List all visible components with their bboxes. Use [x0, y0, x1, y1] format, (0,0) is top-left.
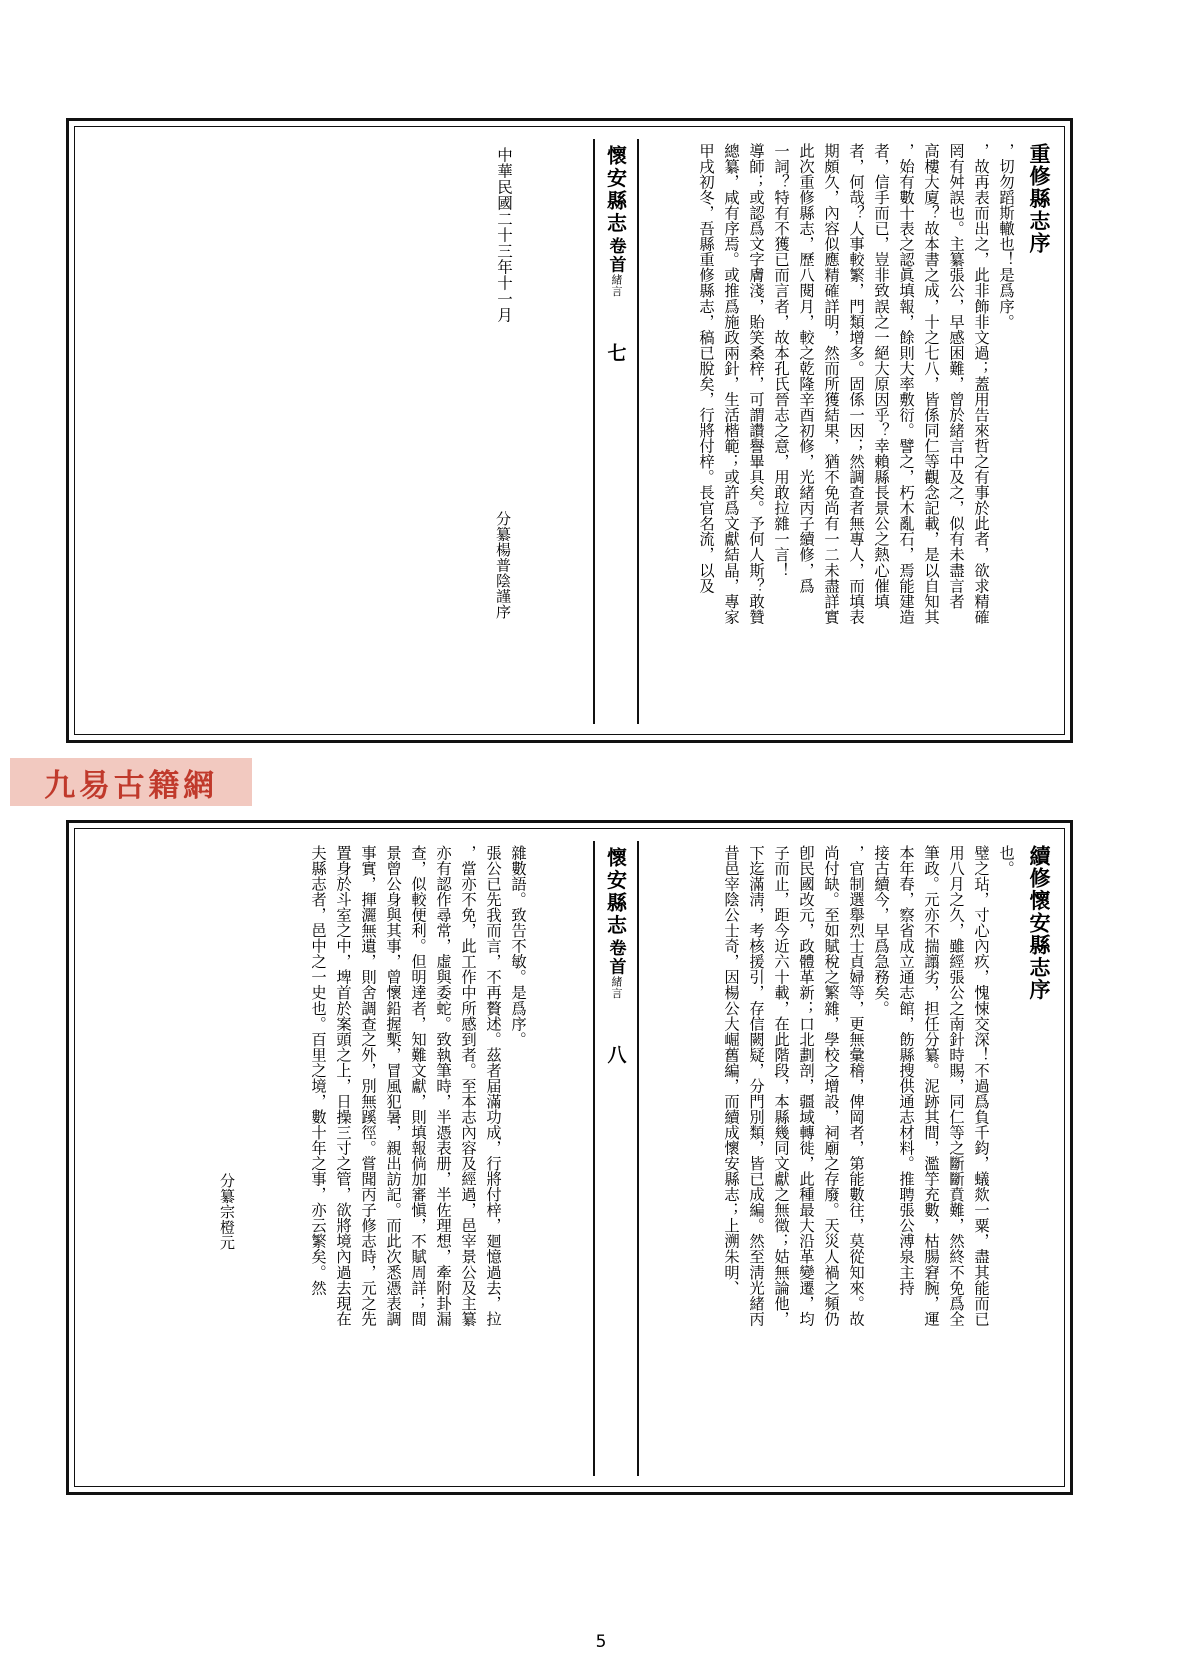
preface-date-top: 中華民國二十三年十一月 [495, 147, 513, 323]
page-title-bottom: 續修懷安縣志序 [1027, 845, 1052, 1001]
text-column: ，當亦不免，此工作中所感到者。至本志內容及經過，邑宰景公及主纂 [459, 845, 477, 1327]
page-title-top: 重修縣志序 [1027, 143, 1052, 255]
gutter-book-title: 懷安縣志 [603, 847, 628, 937]
gutter-column-bottom [593, 841, 639, 1476]
text-column: 者，何哉？人事較繁，門類增多。固係一因；然調查者無專人，而填表 [847, 143, 865, 625]
watermark-badge [10, 758, 252, 806]
text-column: 張公已先我而言，不再贅述。茲者届滿功成，行將付梓，廻憶過去，拉 [484, 845, 502, 1327]
text-column: 昔邑宰陰公士奇，因楊公大崛舊編，而續成懷安縣志；上溯朱明、 [722, 845, 740, 1296]
gutter-page-number: 七 [604, 343, 627, 364]
gutter-juan-label: 卷首 [605, 938, 626, 976]
gutter-column-top [593, 139, 639, 724]
scanned-page-top [66, 118, 1073, 743]
text-column: 置身於斗室之中，埤首於案頭之上，日操三寸之管，欲將境內過去現在 [334, 845, 352, 1327]
preface-signature-top: 分纂楊普陰謹序 [494, 511, 512, 620]
gutter-section-label: 緒言 [610, 274, 623, 298]
gutter-section-label: 緒言 [610, 976, 623, 1000]
text-column: 查，似較便利。但明達者，知難文獻，則填報倘加審愼，不賦周詳；間 [409, 845, 427, 1327]
text-column: ，始有數十表之認眞填報，餘則大率敷衍。譬之，朽木亂石，焉能建造 [897, 143, 915, 625]
gutter-page-number: 八 [604, 1045, 627, 1066]
text-column: ，切勿蹈斯轍也！是爲序。 [997, 143, 1015, 330]
text-column: 高樓大廈？故本書之成，十之七八，皆係同仁等觀念記載，是以自知其 [922, 143, 940, 625]
text-column: 璧之玷，寸心內疚，愧悚交深！不過爲負千鈞，蟻欻一粟，盡其能而已 [972, 845, 990, 1327]
body-columns-top [693, 143, 1018, 721]
text-column: ，故再表而出之，此非飾非文過；蓋用告來哲之有事於此者，欲求精確 [972, 143, 990, 625]
preface-signature-bottom: 分纂宗橙元 [218, 1173, 236, 1251]
text-column: 期頗久，內容似應精確詳明，然而所獲結果，猶不免尚有一二未盡詳實 [822, 143, 840, 625]
watermark-text: 九易古籍網 [44, 767, 218, 804]
text-column: 卽民國改元，政體革新；口北劃剖，疆域轉徙，此種最大沿革變遷，均 [797, 845, 815, 1327]
text-column: 事實，揮灑無遺，則舍調查之外，別無蹊徑。嘗聞丙子修志時，元之先 [359, 845, 377, 1327]
text-column: ，官制選舉烈士貞婦等，更無彙稽，俾岡者，第能數往，莫從知來。故 [847, 845, 865, 1327]
text-column: 罔有舛誤也。主纂張公，早感困難，曾於緒言中及之，似有未盡言者 [947, 143, 965, 609]
text-column: 景曾公身與其事，曾懷鉛握槧，冒風犯暑，親出訪記。而此次悉憑表調 [384, 845, 402, 1327]
text-column [533, 845, 555, 1473]
folio-number: 5 [595, 1632, 607, 1652]
text-column: 一詞？特有不獲已而言者，故本孔氏晉志之意，用敢拉雜一言！ [772, 143, 790, 578]
text-column: 接古續今，早爲急務矣。 [872, 845, 890, 1016]
text-column: 導師；或認爲文字膚淺，貽笑桑梓，可謂讚譽畢具矣。予何人斯？敢贊 [747, 143, 765, 625]
text-column: 甲戌初冬，吾縣重修縣志，稿已脫矣，行將付梓。長官名流，以及 [697, 143, 715, 594]
text-column: 筆政。元亦不揣譾劣，担任分纂。泥跡其間，濫竽充數，枯腸窘腕，運 [922, 845, 940, 1327]
text-column: 總纂，咸有序焉。或推爲施政兩針，生活楷範；或許爲文獻結晶，專家 [722, 143, 740, 625]
text-column: 用八月之久，雖經張公之南針時賜，同仁等之斷斷賁難，然終不免爲全 [947, 845, 965, 1327]
text-column: 子而止，距今近六十載，在此階段，本縣幾同文獻之無徵；姑無論他， [772, 845, 790, 1327]
text-column: 此次重修縣志，歷八閱月，較之乾隆辛酉初修，光緒丙子續修，爲 [797, 143, 815, 594]
scanned-page-bottom [66, 820, 1073, 1495]
text-column: 本年春，察省成立通志館，飭縣搜供通志材料。推聘張公溥泉主持 [897, 845, 915, 1296]
body-columns-bottom-left [305, 845, 555, 1473]
text-column: 亦有認作尋常，虛與委蛇。致執筆時，半憑表册，半佐理想，牽附卦漏 [434, 845, 452, 1327]
body-columns-bottom [718, 845, 1018, 1473]
text-column: 尚付缺。至如賦稅之繁雜，學校之增設，祠廟之存廢。天災人禍之頻仍 [822, 845, 840, 1327]
text-column: 夫縣志者，邑中之一史也。百里之境，數十年之事，亦云繁矣。然 [309, 845, 327, 1296]
text-column: 者，信手而已，豈非致誤之一絕大原因乎？幸賴縣長景公之熱心催填 [872, 143, 890, 609]
gutter-book-title: 懷安縣志 [603, 145, 628, 235]
text-column: 也。 [997, 845, 1015, 877]
text-column: 雜數語。致告不敏。是爲序。 [509, 845, 527, 1047]
gutter-juan-label: 卷首 [605, 236, 626, 274]
text-column: 下迄滿淸，考核援引，存信闕疑，分門別類，皆已成編。然至淸光緒丙 [747, 845, 765, 1327]
